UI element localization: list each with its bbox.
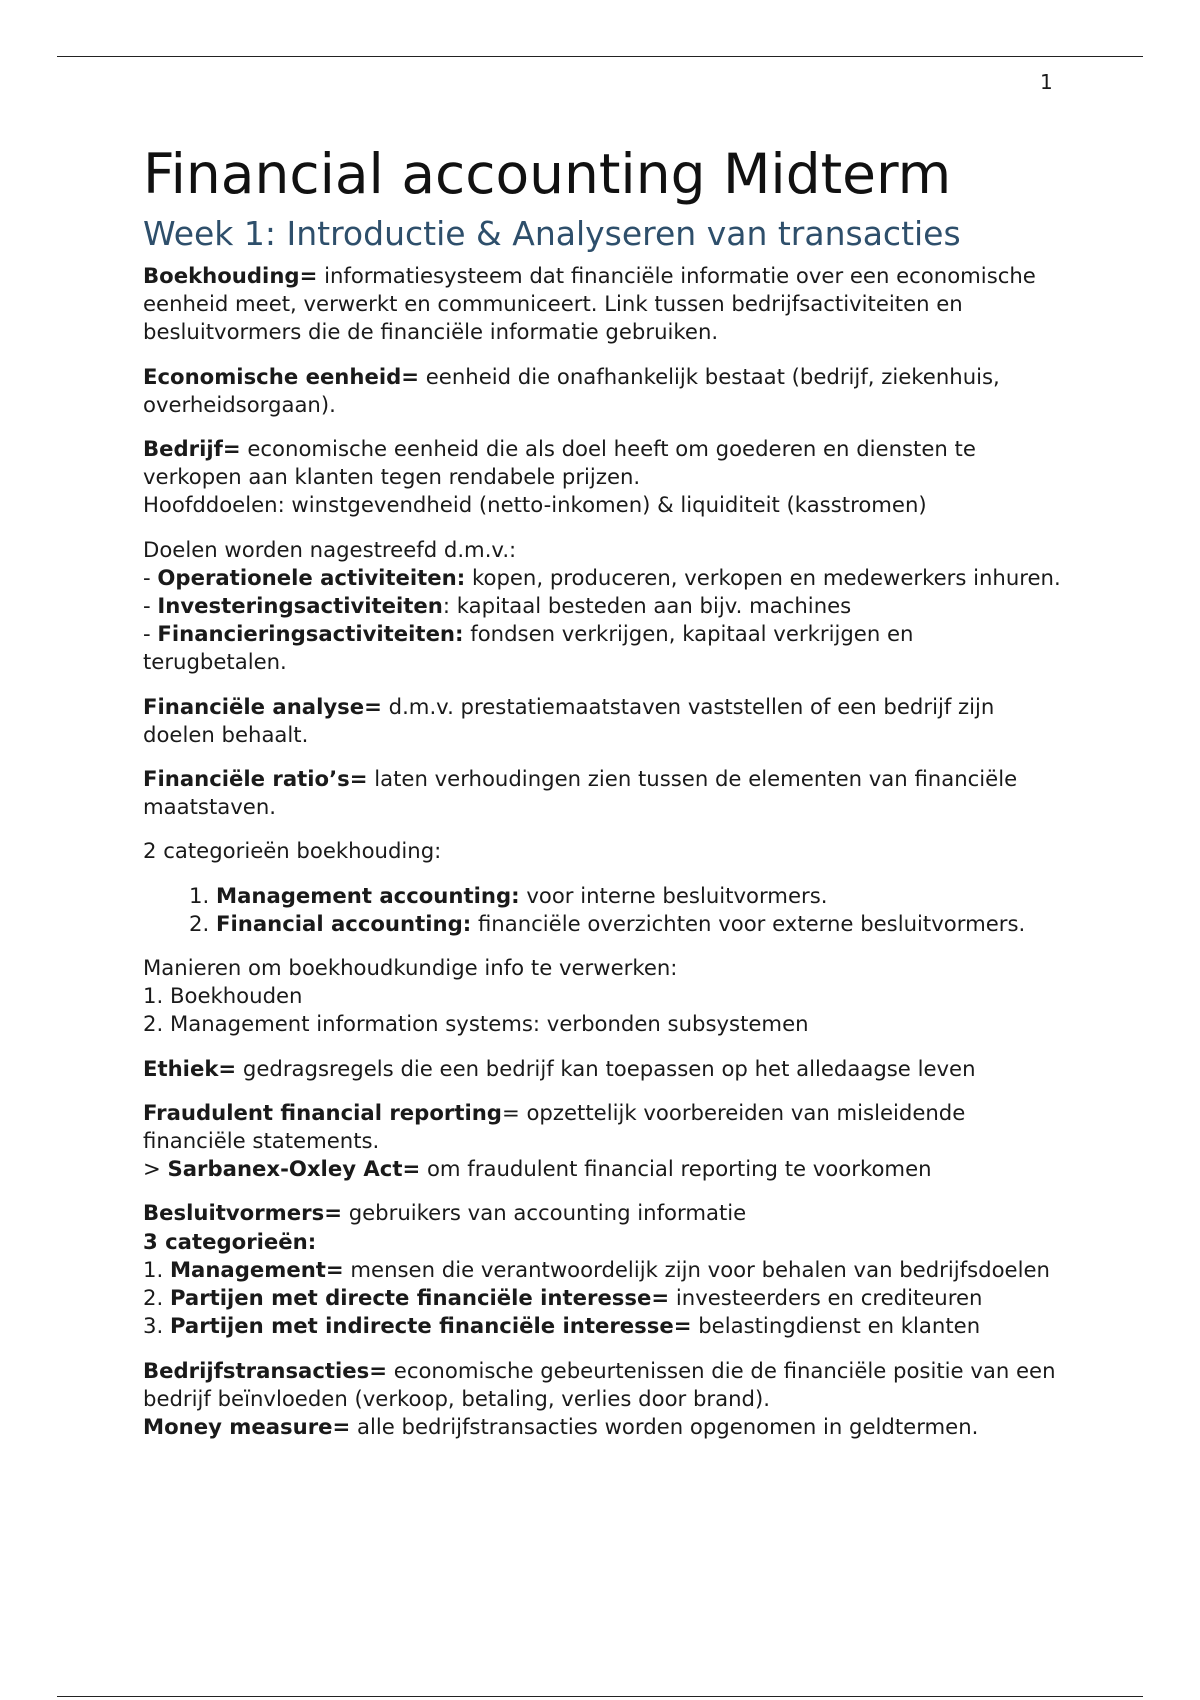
term: Financiële analyse= (143, 693, 382, 719)
item-text: voor interne besluitvormers. (519, 882, 828, 908)
definition-text: = opzettelijk voorbereiden van misleidende financiële statements. (143, 1099, 966, 1154)
list-item (143, 564, 1063, 592)
definition-text: economische eenheid die als doel heeft om goederen en diensten te verkopen aan klanten tegen rendabele prijzen. (143, 436, 976, 490)
categorieen-intro: 2 categorieën boekhouding: (143, 838, 442, 864)
line (143, 1099, 1063, 1155)
item-text: kopen, produceren, verkopen en medewerkers inhuren. (465, 564, 1061, 590)
term: Investeringsactiviteiten (157, 593, 443, 619)
term: Ethiek= (143, 1055, 237, 1081)
term: Partijen met indirecte financiële interesse= (169, 1313, 692, 1339)
term: Management= (169, 1256, 344, 1282)
definition-text: alle bedrijfstransacties worden opgenomen in geldtermen. (350, 1413, 979, 1439)
section-heading: Week 1: Introductie & Analyseren van transacties (143, 214, 961, 253)
term: Fraudulent financial reporting (143, 1099, 502, 1125)
list-item (143, 592, 1063, 620)
definition-text: eenheid die onafhankelijk bestaat (bedrijf, ziekenhuis, overheidsorgaan). (143, 363, 1000, 417)
list-prefix: - (143, 593, 158, 619)
term: Financiële ratio’s= (143, 766, 368, 792)
definition-text: informatiesysteem dat financiële informatie over een economische eenheid meet, verwerkt en communiceert. Link tussen bedrijfsactiviteiten en besluitvormers die de financiële informatie gebruiken. (143, 263, 1036, 345)
item-text: financiële overzichten voor externe besluitvormers. (471, 910, 1026, 936)
item-text: : kapitaal besteden aan bijv. machines (442, 593, 852, 619)
list-item (143, 1312, 1063, 1340)
term: Management accounting: (216, 882, 520, 908)
list-item (216, 910, 1063, 938)
line (143, 1357, 1063, 1413)
definition-text: om fraudulent financial reporting te voorkomen (420, 1156, 932, 1182)
item-text: fondsen verkrijgen, kapitaal verkrijgen en terugbetalen. (143, 621, 914, 675)
term: Money measure= (143, 1413, 351, 1439)
definition-economische-eenheid (143, 363, 1063, 419)
manieren-intro: Manieren om boekhoudkundige info te verwerken: (143, 955, 678, 981)
term: Financial accounting: (216, 910, 472, 936)
definition-besluitvormers (143, 1199, 1063, 1340)
definition-financiele-ratios (143, 765, 1063, 821)
list-item (143, 1284, 1063, 1312)
definition-financiele-analyse (143, 693, 1063, 749)
header-rule (57, 56, 1143, 57)
document-title: Financial accounting Midterm (143, 142, 952, 206)
list-prefix: 3. (143, 1313, 170, 1339)
definition-text: d.m.v. prestatiemaatstaven vaststellen of een bedrijf zijn doelen behaalt. (143, 693, 995, 747)
definition-text: gedragsregels die een bedrijf kan toepassen op het alledaagse leven (236, 1055, 976, 1081)
subheading: 3 categorieën: (143, 1228, 317, 1254)
item-text: investeerders en crediteuren (669, 1285, 983, 1311)
item-text: belastingdienst en klanten (691, 1313, 981, 1339)
definition-text: laten verhoudingen zien tussen de elementen van financiële maatstaven. (143, 766, 1018, 820)
document-body (143, 138, 1063, 1457)
doelen-block (143, 536, 1063, 677)
term: Bedrijf= (143, 436, 241, 462)
list-prefix: 1. (143, 1256, 170, 1282)
definition-bedrijfstransacties (143, 1357, 1063, 1442)
term: Sarbanex-Oxley Act= (167, 1156, 421, 1182)
list-item: 1. Boekhouden (143, 983, 303, 1009)
definition-text: gebruikers van accounting informatie (341, 1200, 747, 1226)
list-item (143, 620, 1063, 676)
doelen-intro: Doelen worden nagestreefd d.m.v.: (143, 536, 517, 562)
hoofddoelen-line: Hoofddoelen: winstgevendheid (netto-inkomen) & liquiditeit (kasstromen) (143, 492, 927, 518)
line (143, 1155, 1063, 1183)
manieren-block (143, 954, 1063, 1039)
term: Bedrijfstransacties= (143, 1357, 388, 1383)
footer-rule (57, 1696, 1143, 1697)
list-prefix: - (143, 621, 158, 647)
list-item: 2. Management information systems: verbonden subsystemen (143, 1011, 809, 1037)
list-item (143, 1256, 1063, 1284)
categorieen-list (143, 882, 1063, 938)
line (143, 1199, 1063, 1227)
definition-text: economische gebeurtenissen die de financiële positie van een bedrijf beïnvloeden (verkoop, betaling, verlies door brand). (143, 1357, 1056, 1411)
term: Besluitvormers= (143, 1200, 342, 1226)
term: Boekhouding= (143, 263, 318, 288)
line (143, 435, 1063, 491)
list-prefix: - (143, 564, 158, 590)
line (143, 1413, 1063, 1441)
definition-ethiek (143, 1055, 1063, 1083)
definition-bedrijf (143, 435, 1063, 520)
term: Partijen met directe financiële interesse= (169, 1285, 670, 1311)
term: Economische eenheid= (143, 363, 420, 389)
page-number: 1 (1040, 70, 1053, 94)
term: Operationele activiteiten: (157, 564, 466, 590)
item-text: mensen die verantwoordelijk zijn voor behalen van bedrijfsdoelen (343, 1256, 1050, 1282)
list-item (216, 882, 1063, 910)
term: Financieringsactiviteiten: (157, 621, 464, 647)
definition-boekhouding (143, 262, 1063, 347)
definition-fraudulent-reporting (143, 1099, 1063, 1184)
list-prefix: 2. (143, 1285, 170, 1311)
list-prefix: > (143, 1156, 168, 1182)
